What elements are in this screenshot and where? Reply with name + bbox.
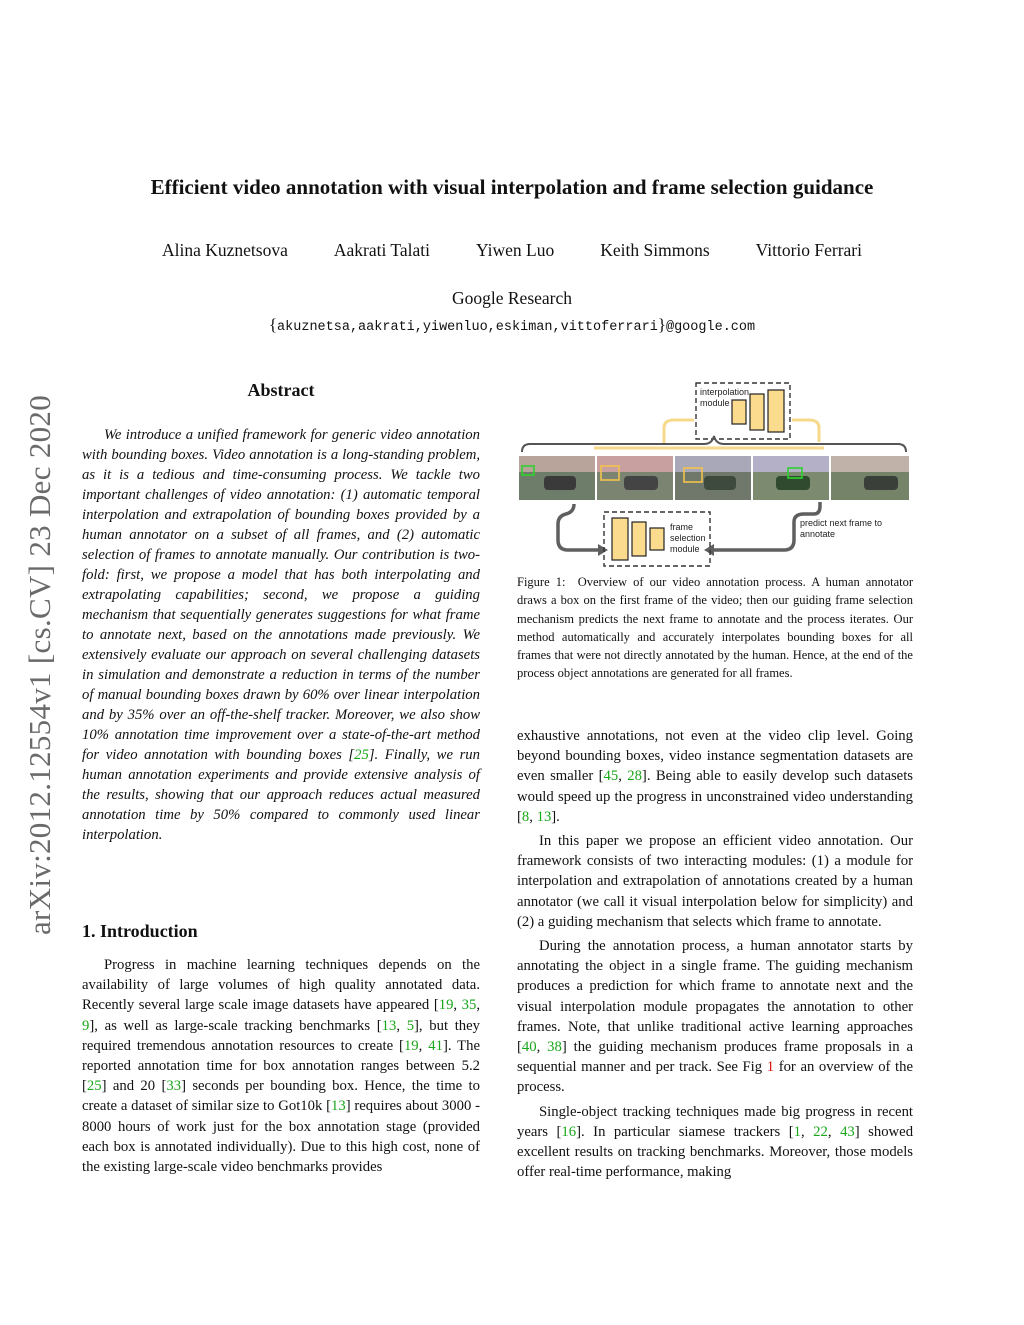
introduction-text: Progress in machine learning techniques depends on the availability of large volumes of high quality annotated data. Recently several large scale image datasets have appeared [19, 35, 9], as well as large-scale tracking benchmarks [13, 5], but they required tremendous annotation resources to create [19, 41]. The reported annotation time for box annotation ranges between 5.2 [25] and 20 [33] seconds per bounding box. Hence, the time to create a dataset of similar size to Got10k [13] requires about 3000 - 8000 hours of work just for the box annotation stage (provided each box is annotated individually). Due to this high cost, none of the existing large-scale video benchmarks provides — [82, 957, 481, 1176]
citation[interactable]: 13 — [331, 1098, 346, 1115]
intro-sentence: ] and 20 [ — [101, 1078, 167, 1095]
interp-label-line-1: interpolation — [700, 387, 750, 397]
citation[interactable]: 40 — [521, 1039, 537, 1056]
predict-arrow — [714, 514, 814, 550]
author-3: Yiwen Luo — [475, 240, 555, 260]
citation[interactable]: 25 — [86, 1078, 102, 1095]
feedback-arrow-head — [598, 544, 608, 556]
citation[interactable]: 33 — [166, 1078, 182, 1095]
email-line — [0, 315, 1024, 335]
feedback-arrow-left — [558, 504, 598, 550]
citation[interactable]: 25 — [354, 747, 369, 763]
text-run: exhaustive annotations, not even at the video clip level. Going beyond bounding boxes, video instance segmentation datasets are even smaller [ — [517, 728, 913, 785]
citation[interactable]: 16 — [561, 1123, 577, 1140]
figure-1-caption — [517, 573, 913, 683]
frame-label-line-1: frame — [670, 522, 694, 532]
abstract-part-2: ]. Finally, we run human annotation experiments and provide extensive analysis of the results, showing that our approach reduces actual measured annotation time by 50% compared to commonly used linear interpolation. — [82, 747, 480, 843]
author-4: Keith Simmons — [600, 240, 710, 260]
email-open-brace: { — [268, 315, 278, 334]
text-run: During the annotation process, a human annotator starts by annotating the object in a single frame. The guiding mechanism produces a prediction for which frame to annotate next and the visual interpolation module propagates the annotation to other frames. Note, that unlike traditional active learning approaches [ — [517, 938, 913, 1056]
interp-layer-2 — [750, 394, 764, 430]
author-1: Alina Kuznetsova — [161, 240, 288, 260]
frame-5-crowd — [831, 456, 909, 472]
interp-label-line-2: module — [700, 398, 730, 408]
abstract-text — [82, 425, 480, 845]
citation[interactable]: 22 — [813, 1123, 828, 1140]
select-layer-1 — [612, 518, 628, 560]
frame-5-car — [864, 476, 898, 490]
intro-sentence: ], as well as large-scale tracking benchmarks [ — [89, 1017, 382, 1034]
email-names: akuznetsa,aakrati,yiwenluo,eskiman,vittoferrari — [277, 320, 658, 335]
intro-sentence: ] requires about 3000 - 8000 hours of work just for the box annotation stage (provided each box is annotated individually). Due to this high cost, none of the existing large-scale video benchmarks provides — [82, 1098, 481, 1176]
abstract-part-1: We introduce a unified framework for generic video annotation with bounding boxes. Video annotation is a long-standing problem, as it is a tedious and time-consuming process. We tackle two important challenges of video annotation: (1) automatic temporal interpolation and extrapolation of bounding boxes provided by a human annotator on a subset of all frames, and (2) automatic selection of frames to annotate manually. Our contribution is two-fold: first, we propose a model that has both interpolating and extrapolating capabilities; second, we propose a guiding mechanism that sequentially generates suggestions for what frame to annotate next, based on the annotations made previously. We extensively evaluate our approach on several challenging datasets in simulation and demonstrate a reduction in terms of the number of manual bounding boxes drawn by 60% over linear interpolation and by 35% over an off-the-shelf tracker. Moreover, we also show 10% annotation time improvement over a state-of-the-art method for video annotation with bounding boxes [ — [82, 427, 480, 763]
abstract-heading: Abstract — [247, 380, 315, 400]
text-run: for an overview of the process. — [517, 1059, 913, 1096]
interp-output-line — [792, 420, 819, 442]
intro-sentence: ]. The reported annotation time for box annotation ranges between 5.2 [ — [82, 1037, 481, 1095]
citation[interactable]: 13 — [536, 808, 552, 825]
select-layer-3 — [650, 528, 664, 550]
predict-label-line-1: predict next frame to — [800, 518, 883, 528]
author-list — [0, 240, 1024, 261]
citation[interactable]: 8 — [521, 808, 530, 825]
citation[interactable]: 19 — [438, 997, 454, 1014]
text-run: ] showed excellent results on tracking benchmarks. Moreover, those models offer real-time performance, making — [517, 1123, 914, 1181]
introduction-heading: 1. Introduction — [82, 921, 198, 941]
citation[interactable]: 45 — [603, 768, 619, 785]
text-run: ]. Being able to easily develop such datasets would speed up the progress in unconstrained video understanding [ — [517, 768, 913, 825]
interp-layer-3 — [768, 390, 784, 432]
text-run: ]. — [551, 808, 560, 825]
frame-label-line-3: module — [670, 544, 700, 554]
frame-3-crowd — [675, 456, 751, 472]
citation[interactable]: 1 — [793, 1123, 801, 1140]
select-layer-2 — [632, 522, 646, 556]
interp-input-arrow — [664, 420, 694, 445]
frame-1-crowd — [519, 456, 595, 472]
paragraph: In this paper we propose an efficient video annotation. Our framework consists of two interacting modules: (1) a module for interpolation and extrapolation of annotations created by a human annotator (we call it visual interpolation below for simplicity) and (2) a guiding mechanism that selects which frame to annotate. — [517, 833, 913, 930]
paragraph: Single-object tracking techniques made big progress in recent years [16]. In particular siamese trackers [1, 22, 43] showed excellent results on tracking benchmarks. Moreover, those models offer real-time performance, making — [517, 1103, 914, 1181]
interp-layer-1 — [732, 400, 746, 424]
paragraph: exhaustive annotations, not even at the video clip level. Going beyond bounding boxes, video instance segmentation datasets are even smaller [45, 28]. Being able to easily develop such datasets would speed up the progress in unconstrained video understanding [8, 13]. — [517, 728, 913, 825]
citation[interactable]: 19 — [403, 1037, 419, 1054]
intro-sentence: ] seconds per bounding box. Hence, the time to create a dataset of similar size to Got10k [ — [82, 1078, 480, 1115]
paragraph: During the annotation process, a human annotator starts by annotating the object in a single frame. The guiding mechanism produces a prediction for which frame to annotate next and the visual interpolation module propagates the annotation to other frames. Note, that unlike traditional active learning approaches [40, 38] the guiding mechanism produces frame proposals in a sequential manner and per track. See Fig 1 for an overview of the process. — [517, 938, 913, 1096]
frame-label-line-2: selection — [670, 533, 706, 543]
citation[interactable]: 43 — [840, 1123, 855, 1140]
paper-title: Efficient video annotation with visual interpolation and frame selection guidance — [150, 175, 874, 199]
intro-sentence: ], but they required tremendous annotation resources to create [ — [82, 1017, 480, 1054]
predict-arrow-up — [814, 502, 820, 514]
author-5: Vittorio Ferrari — [755, 240, 862, 260]
frames-brace — [522, 436, 906, 452]
citation[interactable]: 41 — [428, 1037, 443, 1054]
frame-2-car — [624, 476, 658, 490]
citation[interactable]: 38 — [547, 1039, 562, 1056]
frame-4-crowd — [753, 456, 829, 472]
citation[interactable]: 35 — [461, 997, 477, 1014]
citation[interactable]: 13 — [381, 1017, 397, 1034]
frame-1-car — [544, 476, 576, 490]
right-column-text — [517, 726, 913, 1186]
text-run: ] the guiding mechanism produces frame proposals in a sequential manner and per track. See Fig — [517, 1039, 913, 1076]
text-run: ]. In particular siamese trackers [ — [576, 1123, 794, 1140]
video-frame-strip — [519, 456, 909, 500]
text-run: Single-object tracking techniques made big progress in recent years [ — [517, 1103, 913, 1140]
caption-prefix: Figure 1: — [517, 575, 566, 589]
intro-sentence: Progress in machine learning techniques depends on the availability of large volumes of high quality annotated data. Recently several large scale image datasets have appeared [ — [82, 957, 480, 1014]
predict-label-line-2: annotate — [800, 529, 836, 539]
figure-reference[interactable]: 1 — [766, 1059, 775, 1076]
citation[interactable]: 28 — [627, 768, 642, 785]
author-2: Aakrati Talati — [333, 240, 430, 260]
frame-2-crowd — [597, 456, 673, 472]
email-close-brace: } — [657, 315, 666, 334]
arxiv-stamp: arXiv:2012.12554v1 [cs.CV] 23 Dec 2020 — [22, 394, 57, 935]
citation[interactable]: 5 — [406, 1017, 415, 1034]
caption-text: Overview of our video annotation process. A human annotator draws a box on the first frame of the video; then our guiding frame selection mechanism predicts the next frame to annotate and the process iterates. Our method automatically and accurately interpolates bounding boxes for all frames that were not directly annotated by the human. Hence, at the end of the process object annotations are generated for all frames. — [517, 575, 914, 681]
figure-1-diagram — [514, 380, 914, 570]
citation[interactable]: 9 — [82, 1017, 90, 1034]
predict-arrow-head — [704, 544, 714, 556]
affiliation: Google Research — [451, 288, 573, 308]
frame-3-car — [704, 476, 736, 490]
email-domain: @google.com — [665, 320, 756, 335]
